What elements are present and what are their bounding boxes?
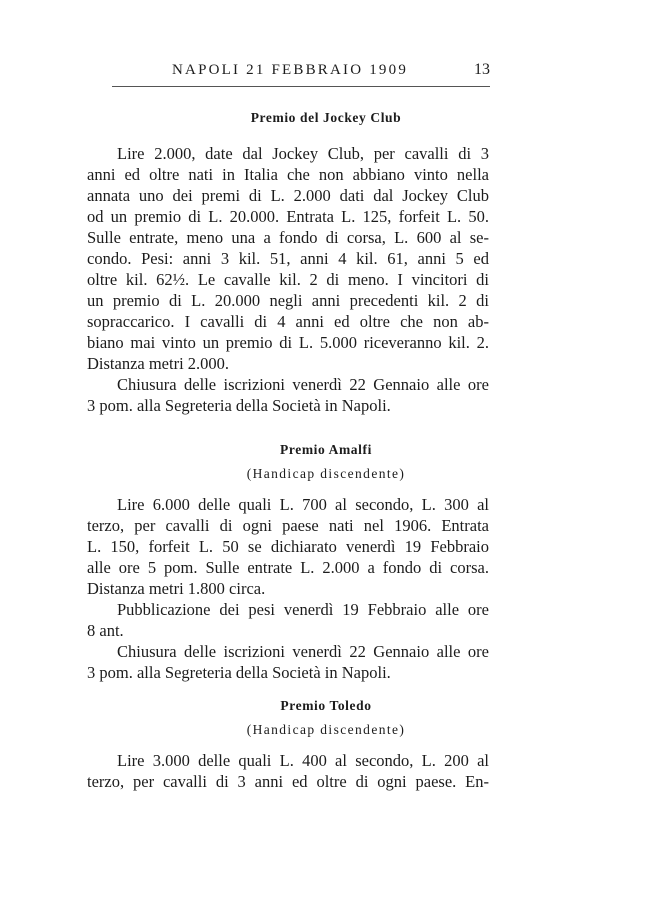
text-line: un premio di L. 20.000 negli anni precedenti kil. 2 di <box>87 291 489 310</box>
text-line: L. 150, forfeit L. 50 se dichiarato venerdì 19 Febbraio <box>87 537 489 556</box>
text-line: annata uno dei premi di L. 2.000 dati dal Jockey Club <box>87 186 489 205</box>
section-subtitle-toledo: (Handicap discendente) <box>246 722 406 737</box>
page-number: 13 <box>474 61 490 78</box>
text-line: od un premio di L. 20.000. Entrata L. 125, forfeit L. 50. <box>87 207 489 226</box>
text-line: Lire 3.000 delle quali L. 400 al secondo, L. 200 al <box>117 751 489 770</box>
text-line: 3 pom. alla Segreteria della Società in Napoli. <box>87 396 391 415</box>
text-line: 8 ant. <box>87 621 124 640</box>
text-line: oltre kil. 62½. Le cavalle kil. 2 di meno. I vincitori di <box>87 270 489 289</box>
section-title-amalfi: Premio Amalfi <box>280 442 372 457</box>
running-title: NAPOLI 21 FEBBRAIO 1909 <box>172 62 409 78</box>
text-line: Sulle entrate, meno una a fondo di corsa, L. 600 al se- <box>87 228 489 247</box>
page-header <box>112 60 490 87</box>
section-title-toledo: Premio Toledo <box>280 698 372 713</box>
text-line: Distanza metri 1.800 circa. <box>87 579 266 598</box>
text-line: Pubblicazione dei pesi venerdì 19 Febbraio alle ore <box>117 600 489 619</box>
text-line: Lire 2.000, date dal Jockey Club, per cavalli di 3 <box>117 144 489 163</box>
text-line: anni ed oltre nati in Italia che non abbiano vinto nella <box>87 165 489 184</box>
text-line: Distanza metri 2.000. <box>87 354 230 373</box>
section-title-jockey-club: Premio del Jockey Club <box>250 110 402 125</box>
text-line: Chiusura delle iscrizioni venerdì 22 Gennaio alle ore <box>117 642 489 661</box>
text-line: condo. Pesi: anni 3 kil. 51, anni 4 kil. 61, anni 5 ed <box>87 249 489 268</box>
text-line: terzo, per cavalli di ogni paese nati nel 1906. Entrata <box>87 516 489 535</box>
text-line: biano mai vinto un premio di L. 5.000 riceveranno kil. 2. <box>87 333 489 352</box>
text-line: terzo, per cavalli di 3 anni ed oltre di ogni paese. En- <box>87 772 489 791</box>
section-subtitle-amalfi: (Handicap discendente) <box>246 466 406 481</box>
text-line: Chiusura delle iscrizioni venerdì 22 Gennaio alle ore <box>117 375 489 394</box>
text-line: Lire 6.000 delle quali L. 700 al secondo, L. 300 al <box>117 495 489 514</box>
text-line: 3 pom. alla Segreteria della Società in Napoli. <box>87 663 391 682</box>
text-line: sopraccarico. I cavalli di 4 anni ed oltre che non ab- <box>87 312 489 331</box>
text-line: alle ore 5 pom. Sulle entrate L. 2.000 a fondo di corsa. <box>87 558 489 577</box>
